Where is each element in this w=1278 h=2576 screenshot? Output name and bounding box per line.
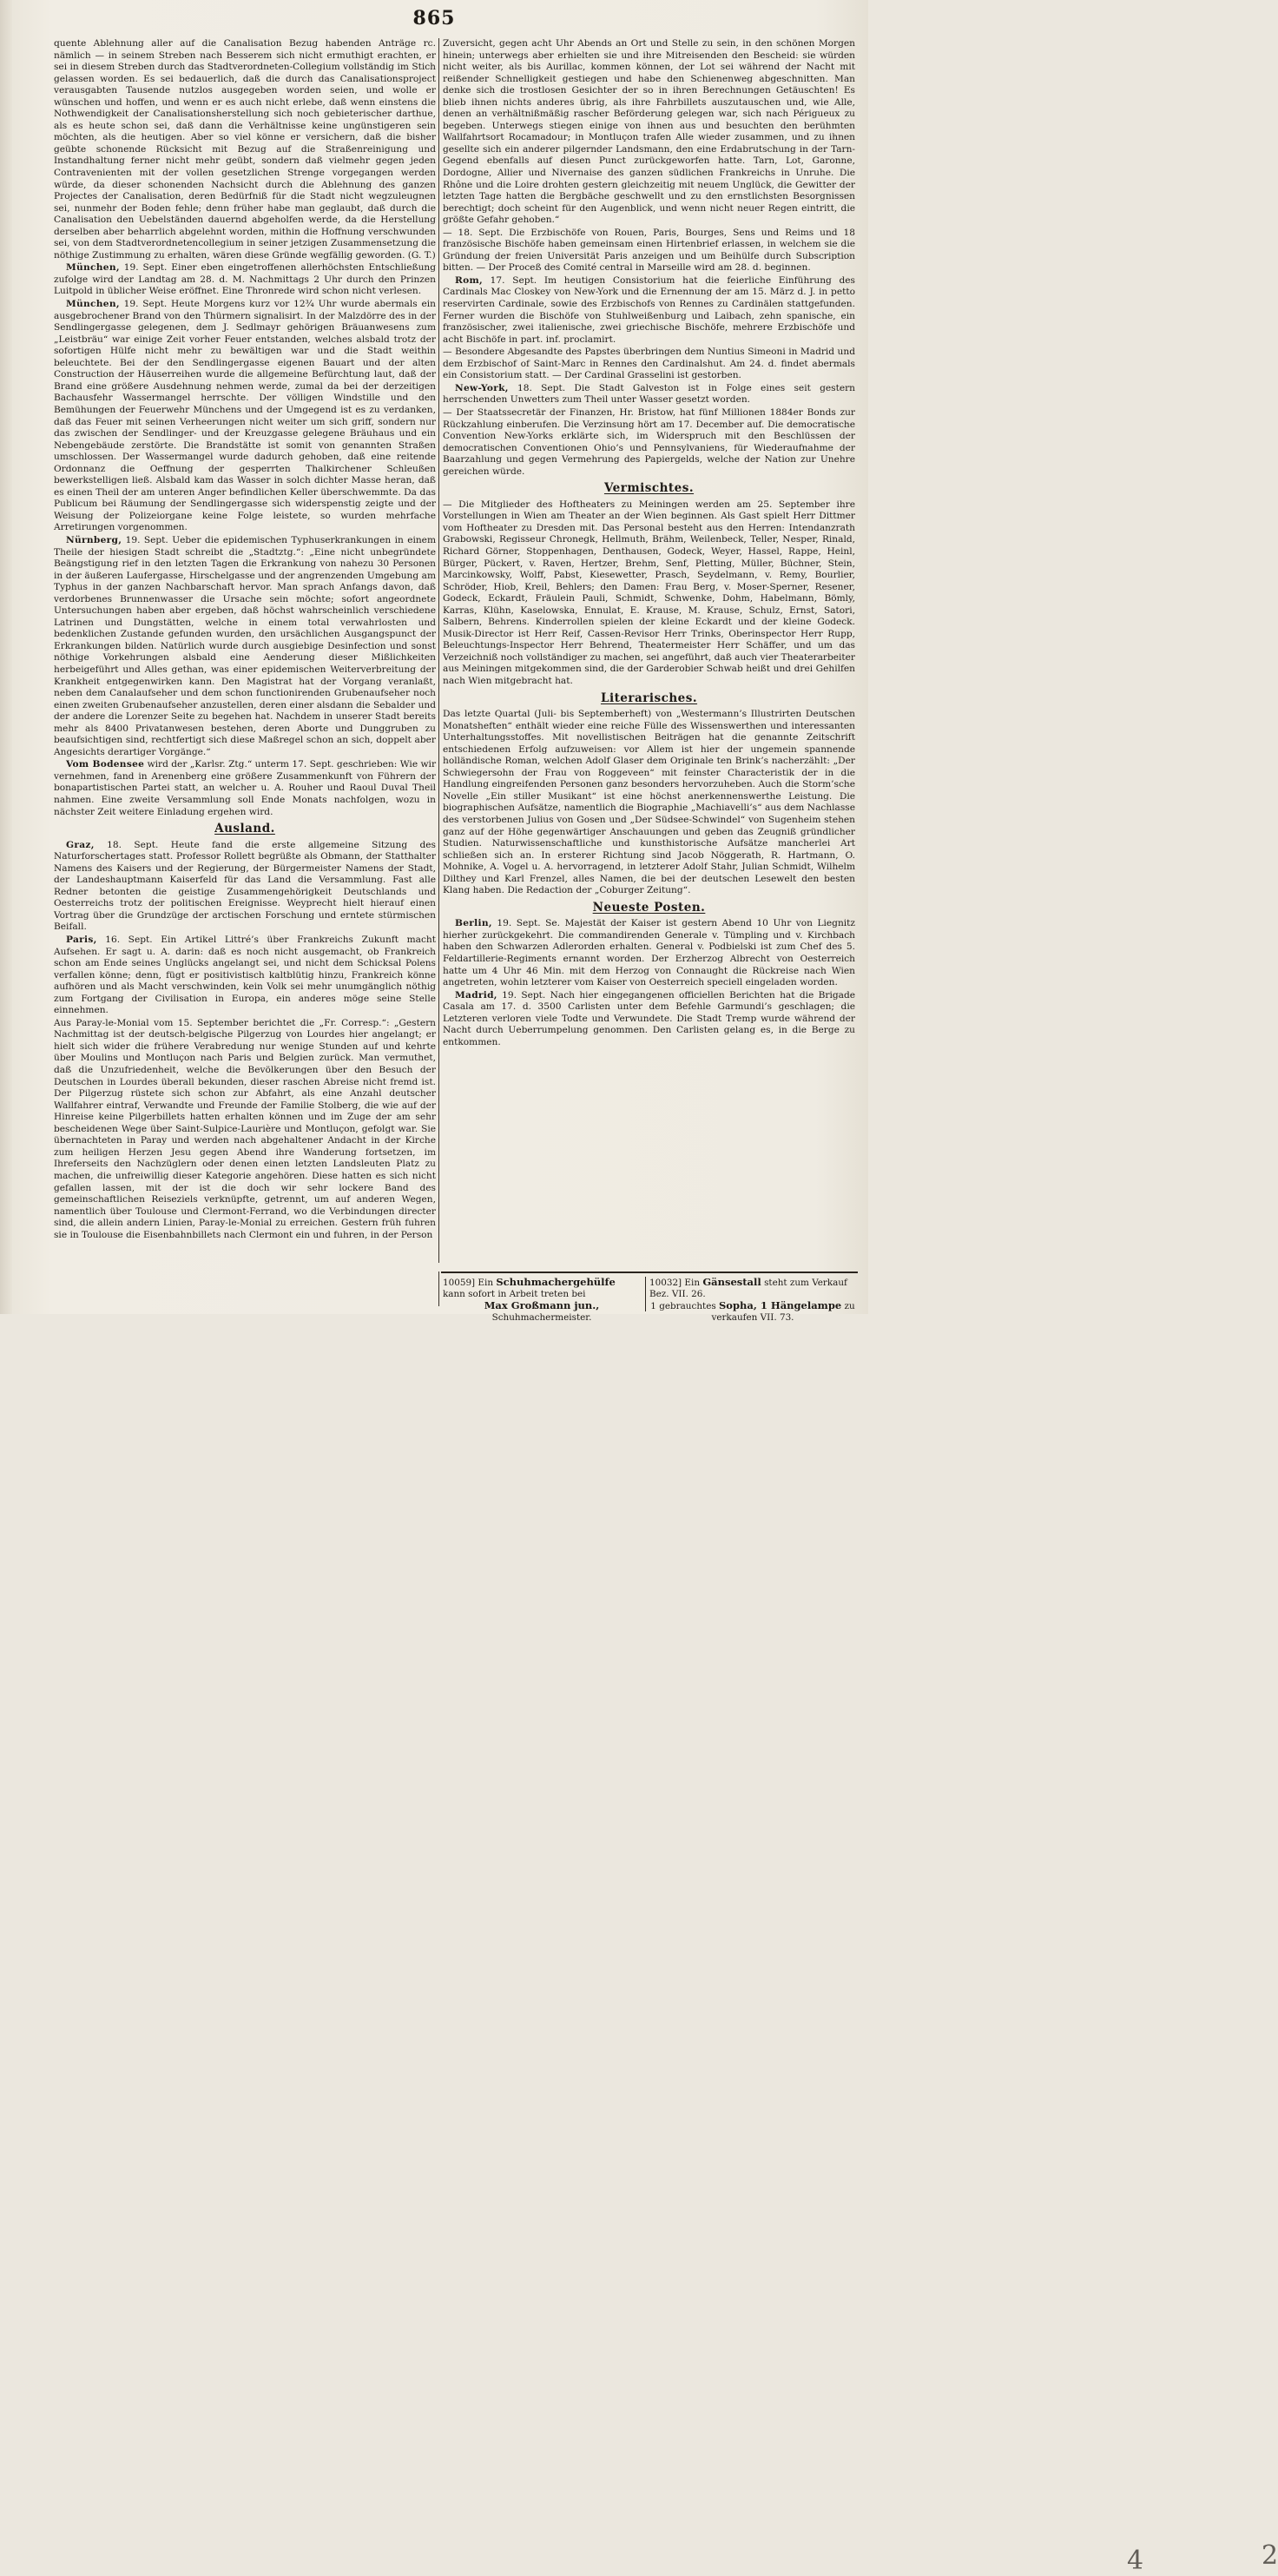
article-paragraph [443, 709, 855, 897]
page-number: 865 [412, 7, 456, 30]
advertisements-area [441, 1271, 1278, 2576]
article-text: Zuversicht, gegen acht Uhr Abends an Ort und Stelle zu sein, in den schönen Morgen hinein; unterwegs aber erhielten sie und ihre Mitreisenden den Bescheid: sie würden nicht weiter, als bis Aurillac, kommen können, der Lot sei während der Nacht mit reißender Schnelligkeit gestiegen und habe den Schienenweg abgeschnitten. Man denke sich die trostlosen Gesichter der so in ihren Berechnungen Getäuschten! Es blieb ihnen nichts anderes übrig, als ihre Fahrbillets auszutauschen und, wie Alle, denen an verhältnißmäßig rascher Beförderung gelegen war, sich nach Périgueux zu begeben. Unterwegs stiegen einige von ihnen aus und besuchten den berühmten Wallfahrtsort Rocamadour; in Montluçon trafen Alle wieder zusammen, und zu ihnen gesellte sich ein anderer pilgernder Landsmann, den eine Erdabrutschung in der Tarn-Gegend ebenfalls auf diesen Punct zurückgeworfen hatte. Tarn, Lot, Garonne, Dordogne, Allier und Nivernaise des ganzen südlichen Frankreichs in Unruhe. Die Rhône und die Loire drohten gestern gleichzeitig mit neuem Unglück, die Gewitter der letzten Tage hatten die Bergbäche geschwellt und zu den ernstlichsten Besorgnissen berechtigt; doch scheint für den Augenblick, und wenn nicht neuer Regen eintritt, die größte Gefahr gehoben.“ [443, 38, 855, 226]
article-paragraph [443, 228, 855, 274]
article-text: — Der Staatssecretär der Finanzen, Hr. Bristow, hat fünf Millionen 1884er Bonds zur Rückzahlung einberufen. Die Verzinsung hört am 17. December auf. Die democratische Convention New-Yorks erklärte sich, im Widerspruch mit den Beschlüssen der democratischen Conventionen Ohio’s und Pennsylvaniens, für Wiederaufnahme der Baarzahlung und gegen Vermehrung des Papiergelds, welche der Nation zur Unehre gereichen würde. [443, 406, 855, 477]
ad-headline: Gänsestall [702, 1276, 761, 1288]
advertisement-goose-shed [649, 1277, 856, 1324]
article-paragraph [443, 918, 855, 988]
literarisches-block [443, 709, 855, 897]
column-divider [438, 38, 439, 1263]
dateline-place: Rom, [455, 274, 483, 286]
section-heading-ausland: Ausland. [214, 822, 275, 836]
article-text: 18. Sept. Die Stadt Galveston ist in Folge eines seit gestern herrschenden Unwetters zum Theil unter Wasser gesetzt worden. [443, 382, 855, 406]
article-paragraph [443, 383, 855, 406]
ad-body: steht zum Verkauf Bez. VII. 26. [649, 1278, 847, 1299]
article-paragraph [443, 407, 855, 478]
left-news-block [54, 38, 436, 818]
article-text: 18. Sept. Heute fand die erste allgemeine Sitzung des Naturforschertages statt. Professor Rollett begrüßte als Obmann, der Statthalter Namens des Kaisers und der Regierung, der Bürgermeister Namens der Stadt, der Landeshauptmann Kaiserfeld für das Land die Versammlung. Fast alle Redner betonten die geistige Zusammengehörigkeit Deutschlands und Oesterreichs trotz der politischen Ereignisse. Weyprecht hielt hierauf einen Vortrag über die Grundzüge der arctischen Forschung und erntete stürmischen Beifall. [54, 839, 436, 933]
article-text: 19. Sept. Ueber die epidemischen Typhuserkrankungen in einem Theile der hiesigen Stadt schreibt die „Stadtztg.“: „Eine nicht unbegründete Beängstigung rief in den letzten Tagen die Erkrankung von nahezu 30 Personen in der äußeren Laufergasse, Hirschelgasse und der angrenzenden Umgebung am Typhus in der ganzen Nachbarschaft hervor. Man sprach Anfangs davon, daß verdorbenes Brunnenwasser die Ursache sein möchte; sofort angeordnete Untersuchungen haben aber ergeben, daß höchst wahrscheinlich verschiedene Latrinen und Dungstätten, welche in einem total verwahrlosten und bedenklichen Zustande gefunden wurden, den ursächlichen Ausgangspunct der Erkrankungen bilden. Natürlich wurde durch ausgiebige Desinfection und sonst nöthige Vorkehrungen alsbald eine Aenderung dieser Mißlichkeiten herbeigeführt und Alles gethan, was einer epidemischen Weiterverbreitung der Krankheit entgegenwirken kann. Den Magistrat hat der Vorgang veranlaßt, neben dem Canalaufseher und dem schon functionirenden Grubenaufseher noch einen zweiten Grubenaufseher anzustellen, deren einer alsdann die Sebalder und der andere die Lorenzer Seite zu begehen hat. Nachdem in unserer Stadt bereits mehr als 8400 Privatanwesen bestehen, deren Aborte und Dunggruben zu beaufsichtigen sind, rechtfertigt sich diese Maßregel schon an sich, doppelt aber Angesichts derartiger Vorgänge.“ [54, 534, 436, 757]
ad-headline-sofa: Sopha, 1 Hängelampe [718, 1299, 842, 1311]
section-heading-neueste-posten: Neueste Posten. [592, 900, 706, 915]
article-text: Das letzte Quartal (Juli- bis Septemberheft) von „Westermann’s Illustrirten Deutschen Monatsheften“ enthält wieder eine reiche Fülle des Wissenswerthen und interessanten Unterhaltungsstoffes. Mit novellistischen Beiträgen hat die genannte Zeitschrift entschiedenen Erfolg aufzuweisen: vor Allem ist hier der ungemein spannende holländische Roman, welchen Adolf Glaser dem Originale ten Brink’s nacherzählt: „Der Schwiegersohn der Frau von Roggeveen“ mit feinster Characteristik der in die Handlung eingreifenden Personen ganz besonders hervorzuheben. Auch die Storm’sche Novelle „Ein stiller Musikant“ ist eine höchst anerkennenswerthe Leistung. Die biographischen Aufsätze, namentlich die Biographie „Machiavelli’s“ aus dem Nachlasse des verstorbenen Julius von Gosen und „Der Südsee-Schwindel“ von Sugenheim stehen ganz auf der Höhe gegenwärtiger Anschauungen und geben das Zeugniß gründlicher Studien. Naturwissenschaftliche und kunsthistorische Aufsätze mancherlei Art schließen sich an. In ersterer Richtung sind Jacob Nöggerath, R. Hartmann, O. Mohnike, A. Vogel u. A. hervorragend, in letzterer Adolf Stahr, Julian Schmidt, Wilhelm Dilthey und Karl Frenzel, alles Namen, die bei der deutschen Lesewelt den besten Klang haben. Die Redaction der „Coburger Zeitung“. [443, 709, 855, 896]
ad-lead: Ein [478, 1278, 494, 1288]
article-text: — 18. Sept. Die Erzbischöfe von Rouen, Paris, Bourges, Sens und Reims und 18 französische Bischöfe haben gemeinsam einen Hirtenbrief erlassen, in welchem sie die Gründung der freien Universität Paris anzeigen und um Beihülfe durch Subscription bitten. — Der Proceß des Comité central in Marseille wird am 28. d. beginnen. [443, 227, 855, 274]
article-text: quente Ablehnung aller auf die Canalisation Bezug habenden Anträge rc. nämlich — in seinem Streben nach Besserem sich nicht ermuthigt erachten, er sei in diesem Streben durch das Stadtverordneten-Collegium vollständig im Stich gelassen worden. Es sei bedauerlich, daß die durch das Canalisationsproject verausgabten Tausende nutzlos ausgegeben worden seien, und wolle er wünschen und hoffen, und wenn er es auch nicht erlebe, daß wenn einstens die Nothwendigkeit der Canalisationsherstellung sich noch gebieterischer darthue, als es heute schon sei, daß dann die Verhältnisse keine ungünstigeren sein möchten, als die heutigen. Aber so viel könne er versichern, daß die bisher geübte schonende Rücksicht mit Bezug auf die Straßenreinigung und Instandhaltung ferner nicht mehr geübt, sondern daß vielmehr gegen jeden Contravenienten mit der vollen gesetzlichen Strenge vorgegangen werden würde, da dieser schonenden Nachsicht durch die Ablehnung des ganzen Projectes der Canalisation, deren Bedürfniß für die Stadt nicht wegzuleugnen sei, nunmehr der Boden fehle; denn früher habe man geglaubt, daß durch die Canalisation den Uebelständen dauernd abgeholfen werde, da die Herstellung derselben aber beharrlich abgelehnt worden, mithin die Hoffnung verschwunden sei, von dem Stadtverordnetencollegium in seiner jetzigen Zusammensetzung die nöthige Zustimmung zu erhalten, wären diese Gründe wegfällig geworden. (G. T.) [54, 38, 436, 261]
article-paragraph [443, 275, 855, 346]
ad-lead: Ein [684, 1278, 701, 1288]
dateline-place: Madrid, [455, 989, 497, 1001]
article-text: 19. Sept. Nach hier eingegangenen officiellen Berichten hat die Brigade Casala am 17. d. 3500 Carlisten unter dem Befehle Garmundi’s geschlagen; die Letzteren verloren viele Todte und Verwundete. Die Stadt Tremp wurde während der Nacht durch Ueberrumpelung genommen. Den Carlisten gelang es, in die Berge zu entkommen. [443, 989, 855, 1047]
neueste-posten-block [443, 918, 855, 1048]
pencil-annotation: 4 [1127, 2546, 1144, 2576]
article-text: — Besondere Abgesandte des Papstes überbringen dem Nuntius Simeoni in Madrid und dem Erzbischof of Saint-Marc in Rennes den Cardinalshut. Am 24. d. findet abermals ein Consistorium statt. — Der Cardinal Grasselini ist gestorben. [443, 347, 855, 381]
article-paragraph [54, 262, 436, 298]
ad-signature: Max Großmann jun., [484, 1299, 600, 1311]
ad-headline: Schuhmachergehülfe [496, 1276, 616, 1288]
dateline-place: Paris, [66, 935, 97, 946]
column-divider-lower [438, 1271, 439, 1306]
article-paragraph [54, 535, 436, 758]
right-news-block [443, 38, 855, 478]
article-paragraph [54, 1018, 436, 1241]
left-foreign-news-block [54, 840, 436, 1242]
article-paragraph [54, 759, 436, 818]
dateline-place: Nürnberg, [66, 534, 122, 545]
left-column [54, 38, 436, 1242]
pencil-annotation: 2 [1262, 2540, 1278, 2571]
article-paragraph [443, 38, 855, 227]
article-text: 17. Sept. Im heutigen Consistorium hat die feierliche Einführung des Cardinals Mac Closkey von New-York und die Ernennung der am 15. März d. J. in petto reservirten Cardinale, sowie des Erzbischofs von Rennes zu Cardinälen stattgefunden. Ferner wurden die Bischöfe von Stuhlweißenburg und Laibach, zehn spanische, ein französischer, zwei italienische, zwei griechische Bischöfe, mehrere Erzbischöfe und acht Bischöfe in part. inf. proclamirt. [443, 274, 855, 345]
dateline-place: München, [66, 299, 120, 310]
dateline-place: New-York, [455, 382, 509, 393]
dateline-place: München, [66, 262, 120, 274]
dateline-place: Vom Bodensee [66, 759, 145, 770]
article-text: 16. Sept. Ein Artikel Littré’s über Frankreichs Zukunft macht Aufsehen. Er sagt u. A. darin: daß es noch nicht ausgemacht, ob Frankreich schon am Ende seines Unglücks angelangt sei, und nicht dem Schicksal Polens verfallen könne; denn, fügt er positivistisch kaltblütig hinzu, Frankreich könne aufhören und als Macht verschwinden, kein Volk sei mehr unumgänglich nöthig zum Fortgang der Civilisation in Europa, ein anderes möge seine Stelle einnehmen. [54, 935, 436, 1016]
section-heading-vermischtes: Vermischtes. [603, 481, 695, 496]
right-column [443, 38, 855, 1049]
ad-trade: Schuhmachermeister. [491, 1312, 592, 1323]
article-paragraph [54, 299, 436, 534]
page-edge-shadow [0, 0, 12, 1314]
article-text: — Die Mitglieder des Hoftheaters zu Meiningen werden am 25. September ihre Vorstellungen in Wien am Theater an der Wien beginnen. Als Gast spielt Herr Dittmer vom Hoftheater zu Dresden mit. Das Personal besteht aus den Herren: Intendanzrath Grabowski, Regisseur Chronegk, Hellmuth, Brähm, Weilenbeck, Teller, Nesper, Rinald, Richard Görner, Stoppenhagen, Denthausen, Godeck, Weyer, Hassel, Rappe, Heinl, Bürger, Pückert, v. Raven, Hertzer, Brehm, Senf, Pletting, Müller, Büchner, Stein, Marcinkowsky, Wolff, Pabst, Kiesewetter, Prasch, Seydelmann, v. Remy, Bourlier, Schröder, Hiob, Kreil, Behlers; den Damen: Frau Berg, v. Moser-Sperner, Resener, Godeck, Eckardt, Fräulein Pauli, Schmidt, Schwenke, Dohm, Habelmann, Bömly, Karras, Klühn, Kaselowska, Ennulat, E. Krause, M. Krause, Schulz, Ernst, Satori, Salbern, Behrens. Kinderrollen spielen der kleine Eckardt und der kleine Godeck. Musik-Director ist Herr Reif, Cassen-Revisor Herr Trinks, Oberinspector Herr Rupp, Beleuchtungs-Inspector Herr Behrend, Theatermeister Herr Schäffer, und um das Verzeichniß noch vollständiger zu machen, sei angeführt, daß auch vier Theaterarbeiter aus Meiningen mitgekommen sind, die der Garderobier Schwab heißt und drei Gehilfen nach Wien mitgebracht hat. [443, 499, 855, 686]
section-heading-literarisches: Literarisches. [600, 690, 698, 705]
article-text: 19. Sept. Heute Morgens kurz vor 12¾ Uhr wurde abermals ein ausgebrochener Brand von den Thürmern signalisirt. In der Malzdörre des in der Sendlingergasse gelegenen, dem J. Sedlmayr gehörigen Bräuanwesens zum „Leistbräu“ war einige Zeit vorher Feuer entstanden, welches alsbald trotz der sofortigen Hülfe nicht mehr zu bewältigen war und die Stadt weithin beleuchtete. Bei der den Sendlingergasse eigenen Bauart und der alten Construction der Häuserreihen wurde die allgemeine Befürchtung laut, daß der Brand eine größere Ausdehnung nehmen werde, zumal da bei der derzeitigen Bachausfehr Wassermangel herrschte. Der völligen Windstille und den Bemühungen der Feuerwehr Münchens und der Umgegend ist es zu verdanken, daß das Feuer mit seinen Verheerungen nicht weiter um sich griff, sondern nur das zwischen der Sendlinger- und der Kreuzgasse gelegene Bräuhaus und ein Nebengebäude zerstörte. Die Brandstätte ist somit von genannten Straßen umschlossen. Der Wassermangel wurde dadurch gehoben, daß eine reitende Ordonnanz die Oeffnung der gesperrten Thalkirchener Schleußen bewerkstelligen ließ. Alsbald kam das Wasser in solch dichter Masse heran, daß es einen Theil der am unteren Anger befindlichen Keller überschwemmte. Da das Publicum bei Räumung der Sendlingergasse sich widerspenstig zeigte und der Weisung der Polizeiorgane keine Folge leistete, so wurden mehrfache Arretirungen vorgenommen. [54, 299, 436, 533]
article-paragraph [54, 38, 436, 261]
article-paragraph [443, 990, 855, 1049]
advertisement-shoemaker [443, 1277, 641, 1324]
dateline-place: Berlin, [455, 918, 492, 929]
ad-body: kann sofort in Arbeit treten bei [443, 1289, 586, 1299]
article-text: 19. Sept. Se. Majestät der Kaiser ist gestern Abend 10 Uhr von Liegnitz hierher zurückgekehrt. Die commandirenden Generale v. Tümpling und v. Kirchbach haben den Schwarzen Adlerorden erhalten. General v. Podbielski ist zum Chef des 5. Feldartillerie-Regiments ernannt worden. Der Erzherzog Albrecht von Oesterreich hatte um 4 Uhr 46 Min. mit dem Herzog von Connaught die Rückreise nach Wien angetreten, wohin letzterer vom Kaiser von Oesterreich speciell eingeladen worden. [443, 918, 855, 988]
ad-number: 10032] [649, 1278, 682, 1288]
article-paragraph [54, 840, 436, 934]
ad-line: 1 gebrauchtes [650, 1301, 716, 1311]
ad-divider [645, 1277, 646, 1311]
dateline-place: Graz, [66, 839, 95, 850]
ad-number: 10059] [443, 1278, 476, 1288]
article-text: Aus Paray-le-Monial vom 15. September berichtet die „Fr. Corresp.“: „Gestern Nachmittag ist der deutsch-belgische Pilgerzug von Lourdes hier angelangt; er hielt sich wider die frühere Verabredung nur wenige Stunden auf und kehrte über Moulins und Montluçon nach Paris und Belgien zurück. Man vermuthet, daß die Unzufriedenheit, welche die Bevölkerungen über den Besuch der Deutschen in Lourdes überall bekunden, dieser raschen Abreise nicht fremd ist. Der Pilgerzug rüstete sich schon zur Abfahrt, als eine Anzahl deutscher Wallfahrer eintraf, Verwandte und Freunde der Familie Stolberg, die wie auf der Hinreise keine Pilgerbillets hatten erhalten können und im Zuge der am sehr bescheidenen Wege über Saint-Sulpice-Laurière und Montluçon, gefolgt war. Sie übernachteten in Paray und werden nach abgehaltener Andacht in der Kirche zum heiligen Herzen Jesu gegen Abend ihre Wanderung fortsetzen, im Ihreferseits den Nachzüglern oder denen einen letzten Landsleuten Platz zu machen, die unfreiwillig dieser Kategorie angehören. Diese hatten es sich nicht gefallen lassen, mit der ist die doch wir sehr lockere Band des gemeinschaftlichen Reiseziels verknüpfte, getrennt, um auf anderen Wegen, namentlich über Toulouse und Clermont-Ferrand, wo die Verbindungen directer sind, die allein andern Linien, Paray-le-Monial zu erreichen. Gestern früh fuhren sie in Toulouse die Eisenbahnbillets nach Clermont ein und fuhren, in der Person [54, 1017, 436, 1240]
article-text: wird der „Karlsr. Ztg.“ unterm 17. Sept. geschrieben: Wie wir vernehmen, fand in Arenenberg eine größere Zusammenkunft von Führern der bonapartistischen Partei statt, an welcher u. A. Rouher und Raoul Duval Theil nahmen. Eine zweite Versammlung soll Ende Monats nachfolgen, wozu in nächster Zeit weitere Einladung ergehen wird. [54, 759, 437, 817]
article-paragraph [443, 499, 855, 688]
ad-body: zu verkaufen VII. 73. [711, 1301, 855, 1323]
vermischtes-block [443, 499, 855, 688]
article-paragraph [443, 347, 855, 382]
article-paragraph [54, 935, 436, 1017]
article-text: 19. Sept. Einer eben eingetroffenen allerhöchsten Entschließung zufolge wird der Landtag am 28. d. M. Nachmittags 2 Uhr durch den Prinzen Luitpold in üblicher Weise eröffnet. Eine Thronrede wird schon nicht verlesen. [54, 262, 436, 297]
